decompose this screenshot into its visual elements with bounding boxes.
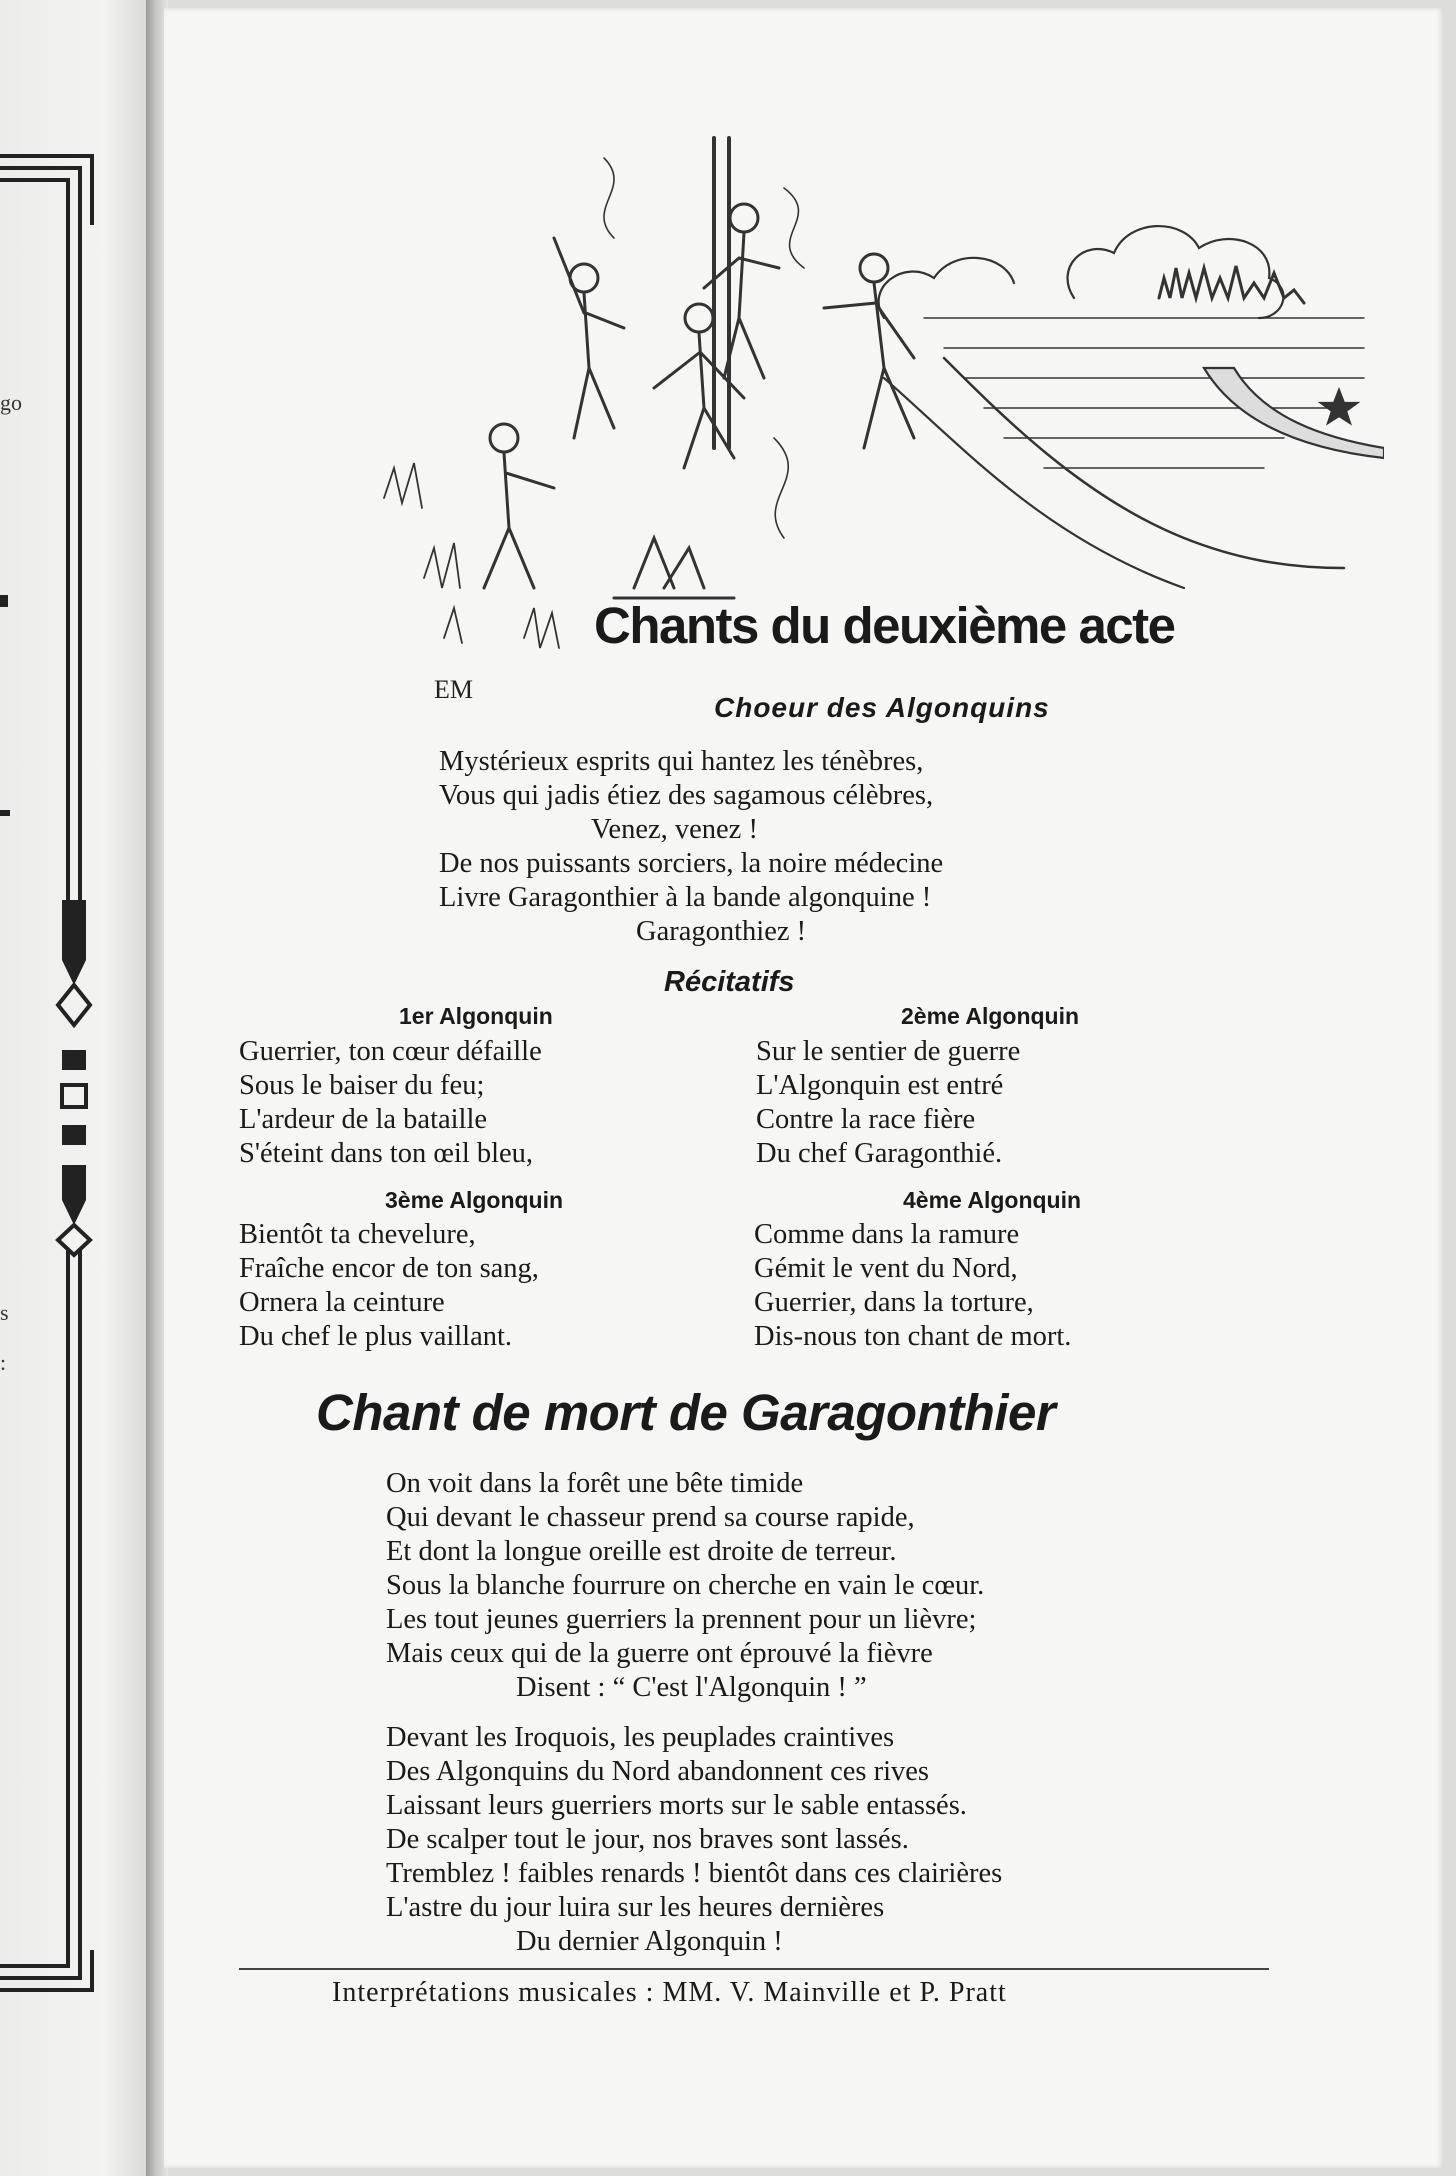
verse-line: Devant les Iroquois, les peuplades craintives — [386, 1722, 895, 1753]
verse-line: Contre la race fière — [756, 1104, 976, 1135]
verse-line: Dis-nous ton chant de mort. — [754, 1321, 1072, 1352]
verse-line: Du chef le plus vaillant. — [239, 1321, 513, 1352]
verse-line: Guerrier, dans la torture, — [754, 1287, 1034, 1318]
recitatif-verse-1 — [239, 1035, 542, 1171]
verse-line: Sous le baiser du feu; — [239, 1070, 485, 1101]
choeur-verse — [439, 745, 943, 949]
recitatif-speaker-1: 1er Algonquin — [399, 1003, 553, 1029]
verse-line: Des Algonquins du Nord abandonnent ces rives — [386, 1756, 929, 1787]
decorative-border-icon — [0, 0, 150, 2176]
verse-line: Disent : “ C'est l'Algonquin ! ” — [516, 1672, 867, 1703]
verse-line: Vous qui jadis étiez des sagamous célèbres, — [439, 780, 934, 811]
verse-line: Mais ceux qui de la guerre ont éprouvé la fièvre — [386, 1638, 933, 1669]
verse-line: L'Algonquin est entré — [756, 1070, 1004, 1101]
verse-line: Du dernier Algonquin ! — [516, 1926, 783, 1957]
recitatif-verse-4 — [754, 1218, 1071, 1354]
artist-monogram: EM — [434, 675, 473, 704]
verse-line: Qui devant le chasseur prend sa course rapide, — [386, 1502, 915, 1533]
verse-line: L'ardeur de la bataille — [239, 1104, 488, 1135]
verse-line: Tremblez ! faibles renards ! bientôt dans ces clairières — [386, 1858, 1003, 1889]
verse-line: Garagonthiez ! — [636, 916, 807, 947]
page-title: Chants du deuxième acte — [594, 597, 1175, 654]
chant-heading: Chant de mort de Garagonthier — [316, 1384, 1056, 1441]
verse-line: Gémit le vent du Nord, — [754, 1253, 1018, 1284]
verse-line: Laissant leurs guerriers morts sur le sable entassés. — [386, 1790, 967, 1821]
recitatif-speaker-2: 2ème Algonquin — [901, 1003, 1080, 1029]
verse-line: S'éteint dans ton œil bleu, — [239, 1138, 534, 1169]
divider — [239, 1968, 1269, 1970]
recitatifs-heading: Récitatifs — [664, 966, 795, 998]
verse-line: De nos puissants sorciers, la noire médecine — [439, 848, 944, 879]
credits-line: Interprétations musicales : MM. V. Mainville et P. Pratt — [332, 1977, 1007, 2008]
verse-line: Du chef Garagonthié. — [756, 1138, 1003, 1169]
chant-stanza-1 — [386, 1467, 984, 1705]
verse-line: Comme dans la ramure — [754, 1219, 1020, 1250]
program-page — [164, 8, 1444, 2168]
verse-line: Ornera la ceinture — [239, 1287, 445, 1318]
verse-line: Sous la blanche fourrure on cherche en vain le cœur. — [386, 1570, 985, 1601]
verse-line: Guerrier, ton cœur défaille — [239, 1036, 542, 1067]
verse-line: Venez, venez ! — [591, 814, 758, 845]
verse-line: Et dont la longue oreille est droite de terreur. — [386, 1536, 897, 1567]
chant-stanza-2 — [386, 1721, 1002, 1959]
edge-fragment: : — [0, 1350, 7, 1375]
recitatif-speaker-3: 3ème Algonquin — [385, 1187, 564, 1213]
previous-page-edge — [0, 0, 150, 2176]
recitatif-verse-3 — [239, 1218, 539, 1354]
recitatif-verse-2 — [756, 1035, 1020, 1171]
verse-line: Bientôt ta chevelure, — [239, 1219, 476, 1250]
verse-line: Mystérieux esprits qui hantez les ténèbres, — [439, 746, 924, 777]
verse-line: Les tout jeunes guerriers la prennent pour un lièvre; — [386, 1604, 977, 1635]
edge-fragment: go — [0, 390, 22, 415]
verse-line: Sur le sentier de guerre — [756, 1036, 1021, 1067]
choeur-heading: Choeur des Algonquins — [714, 692, 1050, 723]
edge-fragment: s — [0, 1300, 9, 1325]
verse-line: Livre Garagonthier à la bande algonquine ! — [439, 882, 932, 913]
verse-line: De scalper tout le jour, nos braves sont lassés. — [386, 1824, 909, 1855]
verse-line: L'astre du jour luira sur les heures dernières — [386, 1892, 885, 1923]
verse-line: Fraîche encor de ton sang, — [239, 1253, 539, 1284]
verse-line: On voit dans la forêt une bête timide — [386, 1468, 804, 1499]
recitatif-speaker-4: 4ème Algonquin — [903, 1187, 1082, 1213]
